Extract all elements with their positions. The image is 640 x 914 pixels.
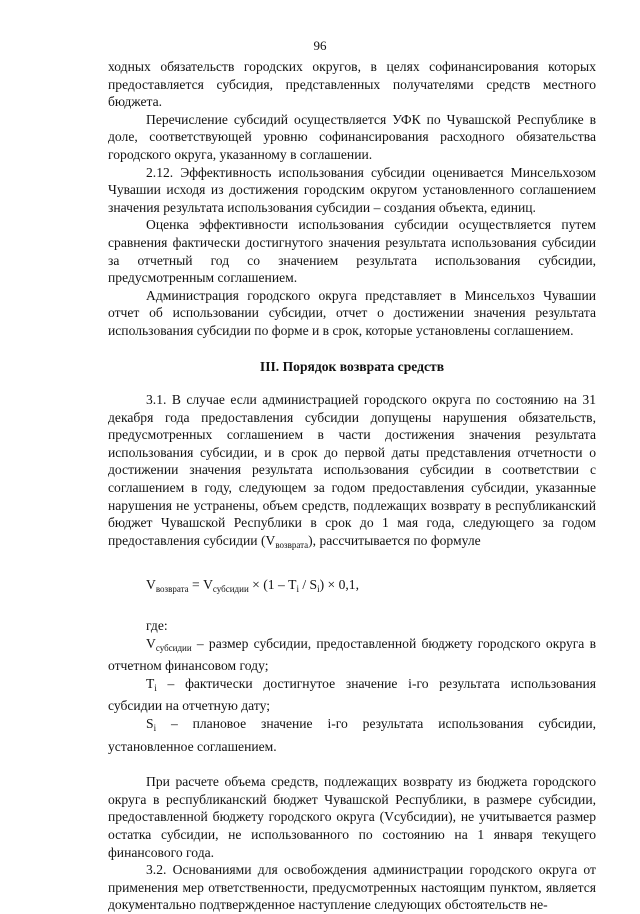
paragraph: Перечисление субсидий осуществляется УФК по Чувашской Республике в доле, соответствующей уровню софинансирования расходного обязательства городского округа, указанному в соглашении. [108, 111, 596, 162]
definition: $S_i$ – плановое значение i-го результата использования субсидии, установленное соглашением. [108, 716, 596, 754]
spacer [108, 755, 596, 773]
paragraph: При расчете объема средств, подлежащих возврату из бюджета городского округа в республиканский бюджет Чувашской Республики, в размере субсидии, предоставленной бюджету городского округа (Vсубсидии), не учитывается размер остатка субсидии, не использованного по состоянию на 1 января текущего финансового года. [108, 774, 596, 860]
page-number: 96 [313, 38, 327, 53]
section-heading: III. Порядок возврата средств [259, 358, 445, 374]
paragraph-text: 3.1. В случае если администрацией городского округа по состоянию на 31 декабря года предоставления субсидии допущены нарушения обязательств, предусмотренных соглашением в части достижения значения результата использования субсидии, и в срок до первой даты представления отчетности о достижении значения результата использования субсидии в соответствии с соглашением в году, следующем за годом предоставления субсидии, указанные нарушения не устранены, объем средств, подлежащих возврату в республиканский бюджет Чувашской Республики в срок до 1 мая года, следующего за годом предоставления субсидии (V [108, 392, 596, 548]
paragraph: Администрация городского округа представляет в Минсельхоз Чувашии отчет об использовании субсидии, отчет о достижении значения результата использования субсидии по форме и в срок, которые установлены соглашением. [108, 287, 596, 338]
paragraph [108, 391, 596, 554]
paragraph: Оценка эффективности использования субсидии осуществляется путем сравнения фактически достигнутого значения результата использования субсидии за отчетный год со значением результата использования субсидии, предусмотренным соглашением. [108, 217, 596, 286]
paragraph: 2.12. Эффективность использования субсидии оценивается Минсельхозом Чувашии исходя из достижения городским округом установленного соглашением значения результата использования субсидии – создания объекта, единиц. [108, 164, 596, 215]
subscript: возврата [275, 539, 309, 550]
paragraph: ходных обязательств городских округов, в целях софинансирования которых предоставляется субсидия, представленных получателями средств местного бюджета. [108, 59, 596, 110]
paragraph-text: ), рассчитывается по формуле [308, 532, 481, 548]
definition: $V_{субсидии}$ – размер субсидии, предоставленной бюджету городского округа в отчетном финансовом году; [108, 635, 596, 674]
paragraph: 3.2. Основаниями для освобождения администрации городского округа от применения мер ответственности, предусмотренных настоящим пунктом, является документально подтвержденное наступление следующих обстоятельств не- [108, 862, 596, 913]
formula: $V_{возврата} = V_{субсидии} \times (1 - T_i / S_i) \times 0,1$, [146, 577, 360, 595]
document-body [108, 58, 596, 914]
definition: $T_i$ – фактически достигнутое значение i-го результата использования субсидии на отчетную дату; [108, 675, 596, 714]
where-label: где: [146, 618, 168, 634]
